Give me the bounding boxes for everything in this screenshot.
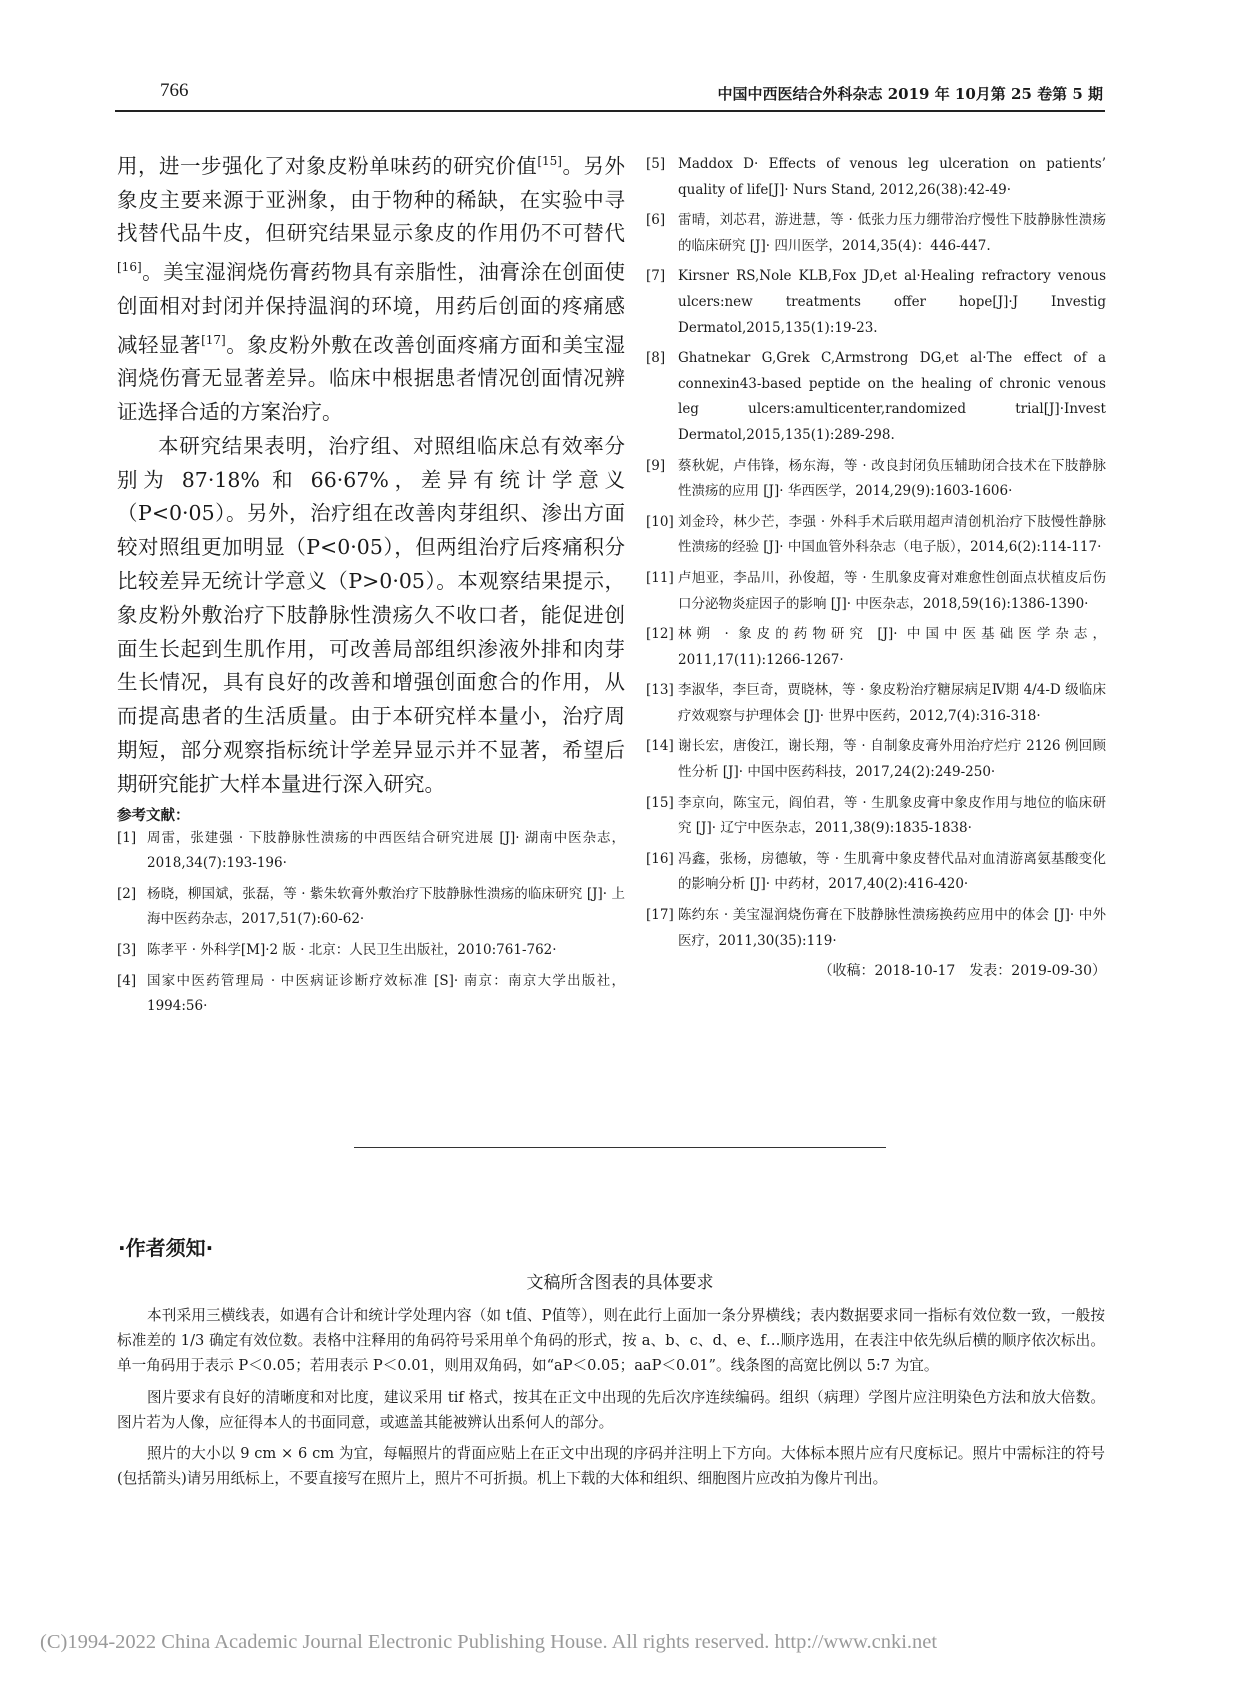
right-column — [646, 152, 1106, 983]
reference-item — [117, 826, 625, 877]
reference-list-left — [117, 826, 625, 1020]
reference-number: [5] — [646, 156, 666, 172]
reference-text: 卢旭亚，李品川，孙俊超，等 · 生肌象皮膏对难愈性创面点状植皮后伤口分泌物炎症因子的影响 [J]· 中医杂志，2018,59(16):1386-1390· — [678, 569, 1106, 612]
reference-text: 林朔 · 象皮的药物研究 [J]· 中国中医基础医学杂志，2011,17(11):1266-1267· — [678, 626, 1106, 668]
reference-text: 李京向，陈宝元，阎伯君，等 · 生肌象皮膏中象皮作用与地位的临床研究 [J]· 辽宁中医杂志，2011,38(9):1835-1838· — [678, 794, 1106, 837]
reference-text: Ghatnekar G,Grek C,Armstrong DG,et al·The effect of a connexin43-based peptide on the healing of chronic venous leg ulcers:amulticenter,randomized trial[J]·Invest Dermatol,2015,135(1):289-298. — [678, 350, 1106, 443]
reference-item — [646, 791, 1106, 842]
reference-text: 蔡秋妮，卢伟锋，杨东海，等 · 改良封闭负压辅助闭合技术在下肢静脉性溃疡的应用 [J]· 华西医学，2014,29(9):1603-1606· — [678, 457, 1106, 500]
notice-paragraph-figures: 图片要求有良好的清晰度和对比度，建议采用 tif 格式，按其在正文中出现的先后次序连续编码。组织（病理）学图片应注明染色方法和放大倍数。图片若为人像，应征得本人的书面同意，或遮盖其能被辨认出系何人的部分。 — [117, 1388, 1105, 1431]
reference-number: [12] — [646, 626, 674, 643]
section-divider — [354, 1147, 886, 1148]
reference-text: 陈孝平 · 外科学[M]·2 版 · 北京：人民卫生出版社，2010:761-762· — [147, 942, 557, 958]
reference-number: [14] — [646, 738, 674, 755]
reference-number: [16] — [646, 850, 674, 867]
reference-text: 刘金玲，林少芒，李强 · 外科手术后联用超声清创机治疗下肢慢性静脉性溃疡的经验 [J]· 中国血管外科杂志（电子版），2014,6(2):114-117· — [678, 513, 1106, 556]
reference-item — [646, 208, 1106, 259]
page-number: 766 — [160, 80, 189, 101]
reference-number: [8] — [646, 350, 666, 367]
author-notice-title: ·作者须知· — [118, 1236, 214, 1260]
reference-text: 冯鑫，张杨，房德敏，等 · 生肌膏中象皮替代品对血清游离氨基酸变化的影响分析 [J]· 中药材，2017,40(2):416-420· — [678, 850, 1106, 893]
journal-running-head: 中国中西医结合外科杂志 2019 年 10月第 25 卷第 5 期 — [717, 85, 1103, 103]
reference-text: 李淑华，李巨奇，贾晓林，等 · 象皮粉治疗糖尿病足Ⅳ期 4/4-D 级临床疗效观察与护理体会 [J]· 世界中医药，2012,7(4):316-318· — [678, 682, 1106, 724]
left-column — [117, 145, 625, 1025]
reference-item — [646, 566, 1106, 617]
reference-number: [10] — [646, 513, 674, 530]
reference-item — [646, 847, 1106, 898]
reference-number: [15] — [646, 794, 674, 811]
text-segment: 用，进一步强化了对象皮粉单味药的研究价值 — [117, 153, 538, 178]
reference-number: [7] — [646, 268, 666, 285]
copyright-footer: (C)1994-2022 China Academic Journal Electronic Publishing House. All rights reserved. http://www.cnki.net — [40, 1631, 938, 1653]
reference-item — [646, 510, 1106, 561]
reference-number: [2] — [117, 885, 137, 902]
reference-text: 周雷，张建强 · 下肢静脉性溃疡的中西医结合研究进展 [J]· 湖南中医杂志，2018,34(7):193-196· — [147, 829, 625, 872]
reference-item — [646, 734, 1106, 785]
reference-text: 谢长宏，唐俊江，谢长翔，等 · 自制象皮膏外用治疗烂疔 2126 例回顾性分析 [J]· 中国中医药科技，2017,24(2):249-250· — [678, 738, 1106, 781]
reference-item — [646, 346, 1106, 448]
references-heading: 参考文献： — [117, 806, 190, 824]
citation-16: [16] — [117, 260, 142, 275]
reference-item — [646, 264, 1106, 341]
reference-text: 雷晴，刘芯君，游进慧，等 · 低张力压力绷带治疗慢性下肢静脉性溃疡的临床研究 [J]· 四川医学，2014,35(4)：446-447. — [678, 212, 1106, 254]
reference-item — [646, 622, 1106, 673]
text-segment: 。另外象皮主要来源于亚洲象，由于物种的稀缺，在实验中寻找替代品牛皮，但研究结果显示象皮的作用仍不可替代 — [117, 153, 625, 246]
reference-item — [117, 938, 625, 964]
reference-number: [1] — [117, 829, 137, 846]
reference-item — [646, 454, 1106, 505]
reference-list-right — [646, 152, 1106, 954]
text-segment: 。象皮粉外敷在改善创面疼痛方面和美宝湿润烧伤膏无显著差异。临床中根据患者情况创面情况辨证选择合适的方案治疗。 — [117, 332, 625, 425]
reference-number: [6] — [646, 212, 666, 229]
reference-item — [117, 882, 625, 933]
received-published-dates: （收稿：2018-10-17 发表：2019-09-30） — [818, 963, 1106, 980]
header-rule — [115, 110, 1105, 112]
reference-text: Maddox D· Effects of venous leg ulceration on patients’ quality of life[J]· Nurs Stand, 2012,26(38):42-49· — [678, 156, 1106, 198]
reference-item — [646, 678, 1106, 729]
reference-text: 杨晓，柳国斌，张磊，等 · 紫朱软膏外敷治疗下肢静脉性溃疡的临床研究 [J]· 上海中医药杂志，2017,51(7):60-62· — [147, 885, 625, 928]
citation-17: [17] — [201, 332, 226, 347]
notice-paragraph-tables: 本刊采用三横线表，如遇有合计和统计学处理内容（如 t值、P值等），则在此行上面加一条分界横线；表内数据要求同一指标有效位数一致，一般按标准差的 1/3 确定有效位数。表格中注释用的角码符号采用单个角码的形式，按 a、b、c、d、e、f…顺序选用，在表注中依先纵后横的顺序依次标出。单一角码用于表示 P＜0.05；若用表示 P＜0.01，则用双角码，如“aP＜0.05；aaP＜0.01”。线条图的高宽比例以 5:7 为宜。 — [117, 1307, 1105, 1375]
reference-text: 国家中医药管理局 · 中医病证诊断疗效标准 [S]· 南京：南京大学出版社，1994:56· — [147, 972, 625, 1015]
reference-text: 陈约东 · 美宝湿润烧伤膏在下肢静脉性溃疡换药应用中的体会 [J]· 中外医疗，2011,30(35):119· — [678, 907, 1106, 949]
discussion-paragraph — [117, 145, 625, 430]
reference-number: [13] — [646, 682, 674, 699]
reference-text: Kirsner RS,Nole KLB,Fox JD,et al·Healing refractory venous ulcers:new treatments offer hope[J]·J Investig Dermatol,2015,135(1):19-23. — [678, 268, 1106, 336]
reference-item — [646, 903, 1106, 954]
text-segment: 。美宝湿润烧伤膏药物具有亲脂性，油膏涂在创面使创面相对封闭并保持温润的环境，用药后创面的疼痛感减轻显著 — [117, 260, 625, 357]
reference-number: [17] — [646, 907, 674, 924]
author-notice-subtitle: 文稿所含图表的具体要求 — [526, 1273, 714, 1293]
reference-item — [117, 969, 625, 1020]
citation-15: [15] — [537, 154, 562, 168]
reference-number: [9] — [646, 457, 666, 474]
notice-paragraph-photos: 照片的大小以 9 cm × 6 cm 为宜，每幅照片的背面应贴上在正文中出现的序码并注明上下方向。大体标本照片应有尺度标记。照片中需标注的符号(包括箭头)请另用纸标上，不要直接写在照片上，照片不可折损。机上下载的大体和组织、细胞图片应改拍为像片刊出。 — [117, 1445, 1105, 1488]
reference-item — [646, 152, 1106, 203]
reference-number: [3] — [117, 942, 137, 958]
reference-number: [11] — [646, 569, 674, 586]
conclusion-paragraph: 本研究结果表明，治疗组、对照组临床总有效率分别为 87·18% 和 66·67%，差异有统计学意义（P<0·05）。另外，治疗组在改善肉芽组织、渗出方面较对照组更加明显（P<0·05），但两组治疗后疼痛积分比较差异无统计学意义（P>0·05）。本观察结果提示，象皮粉外敷治疗下肢静脉性溃疡久不收口者，能促进创面生长起到生肌作用，可改善局部组织渗液外排和肉芽生长情况，具有良好的改善和增强创面愈合的作用，从而提高患者的生活质量。由于本研究样本量小，治疗周期短，部分观察指标统计学差异显示并不显著，希望后期研究能扩大样本量进行深入研究。 — [117, 433, 625, 796]
author-notice-body — [117, 1303, 1105, 1497]
reference-number: [4] — [117, 972, 137, 989]
